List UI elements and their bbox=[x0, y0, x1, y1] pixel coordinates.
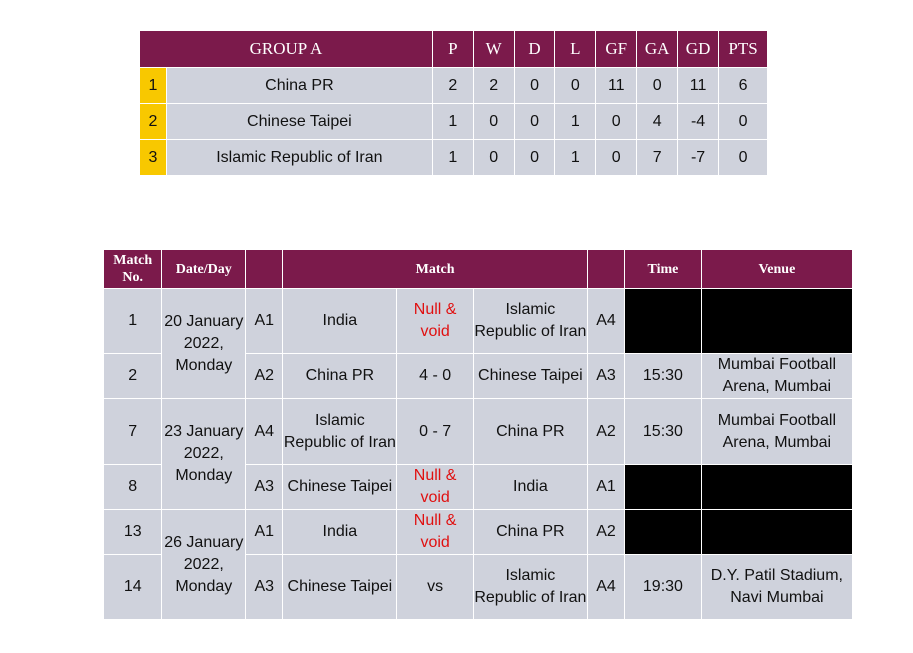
standings-row bbox=[140, 68, 768, 104]
standings-row bbox=[140, 104, 768, 140]
venue-cell bbox=[701, 510, 852, 555]
goals-against-cell: 4 bbox=[637, 104, 678, 140]
home-group-cell: A2 bbox=[246, 354, 283, 399]
away-team-cell: China PR bbox=[473, 399, 587, 465]
time-cell bbox=[625, 465, 702, 510]
col-goal-difference: GD bbox=[678, 31, 719, 68]
won-cell: 0 bbox=[473, 104, 514, 140]
fixture-row bbox=[104, 399, 853, 465]
home-team-cell: India bbox=[283, 510, 397, 555]
col-away-group bbox=[587, 250, 624, 289]
away-team-cell: Islamic Republic of Iran bbox=[473, 289, 587, 354]
time-cell: 19:30 bbox=[625, 555, 702, 620]
match-no-cell: 14 bbox=[104, 555, 162, 620]
date-cell: 23 January 2022, Monday bbox=[162, 399, 246, 510]
away-team-cell: Islamic Republic of Iran bbox=[473, 555, 587, 620]
fixture-row bbox=[104, 510, 853, 555]
home-team-cell: India bbox=[283, 289, 397, 354]
home-team-cell: Chinese Taipei bbox=[283, 555, 397, 620]
goals-for-cell: 0 bbox=[596, 140, 637, 176]
col-venue: Venue bbox=[701, 250, 852, 289]
lost-cell: 0 bbox=[555, 68, 596, 104]
points-cell: 0 bbox=[719, 104, 768, 140]
fixtures-header-row bbox=[104, 250, 853, 289]
played-cell: 1 bbox=[432, 104, 473, 140]
rank-cell: 1 bbox=[140, 68, 167, 104]
col-points: PTS bbox=[719, 31, 768, 68]
goals-for-cell: 11 bbox=[596, 68, 637, 104]
col-goals-against: GA bbox=[637, 31, 678, 68]
won-cell: 0 bbox=[473, 140, 514, 176]
home-group-cell: A3 bbox=[246, 465, 283, 510]
won-cell: 2 bbox=[473, 68, 514, 104]
group-title: GROUP A bbox=[140, 31, 433, 68]
time-cell: 15:30 bbox=[625, 399, 702, 465]
venue-cell: Mumbai Football Arena, Mumbai bbox=[701, 354, 852, 399]
played-cell: 1 bbox=[432, 140, 473, 176]
time-cell: 15:30 bbox=[625, 354, 702, 399]
date-cell: 20 January 2022, Monday bbox=[162, 289, 246, 399]
played-cell: 2 bbox=[432, 68, 473, 104]
match-no-cell: 2 bbox=[104, 354, 162, 399]
match-no-cell: 13 bbox=[104, 510, 162, 555]
venue-cell: D.Y. Patil Stadium, Navi Mumbai bbox=[701, 555, 852, 620]
home-group-cell: A1 bbox=[246, 510, 283, 555]
points-cell: 6 bbox=[719, 68, 768, 104]
away-team-cell: China PR bbox=[473, 510, 587, 555]
venue-cell: Mumbai Football Arena, Mumbai bbox=[701, 399, 852, 465]
goal-difference-cell: -7 bbox=[678, 140, 719, 176]
venue-cell bbox=[701, 465, 852, 510]
team-cell: Islamic Republic of Iran bbox=[166, 140, 432, 176]
col-match-no: Match No. bbox=[104, 250, 162, 289]
match-no-cell: 1 bbox=[104, 289, 162, 354]
col-played: P bbox=[432, 31, 473, 68]
venue-cell bbox=[701, 289, 852, 354]
result-cell: 0 - 7 bbox=[397, 399, 474, 465]
standings-header-row bbox=[140, 31, 768, 68]
col-goals-for: GF bbox=[596, 31, 637, 68]
rank-cell: 2 bbox=[140, 104, 167, 140]
lost-cell: 1 bbox=[555, 140, 596, 176]
standings-row bbox=[140, 140, 768, 176]
match-no-cell: 7 bbox=[104, 399, 162, 465]
col-lost: L bbox=[555, 31, 596, 68]
away-group-cell: A1 bbox=[587, 465, 624, 510]
home-team-cell: China PR bbox=[283, 354, 397, 399]
col-won: W bbox=[473, 31, 514, 68]
drawn-cell: 0 bbox=[514, 104, 555, 140]
home-team-cell: Chinese Taipei bbox=[283, 465, 397, 510]
fixture-row bbox=[104, 289, 853, 354]
home-group-cell: A1 bbox=[246, 289, 283, 354]
col-date-day: Date/Day bbox=[162, 250, 246, 289]
goal-difference-cell: 11 bbox=[678, 68, 719, 104]
goal-difference-cell: -4 bbox=[678, 104, 719, 140]
away-team-cell: Chinese Taipei bbox=[473, 354, 587, 399]
points-cell: 0 bbox=[719, 140, 768, 176]
col-drawn: D bbox=[514, 31, 555, 68]
away-group-cell: A4 bbox=[587, 555, 624, 620]
col-match: Match bbox=[283, 250, 587, 289]
result-cell: Null & void bbox=[397, 510, 474, 555]
goals-against-cell: 0 bbox=[637, 68, 678, 104]
rank-cell: 3 bbox=[140, 140, 167, 176]
col-time: Time bbox=[625, 250, 702, 289]
home-team-cell: Islamic Republic of Iran bbox=[283, 399, 397, 465]
drawn-cell: 0 bbox=[514, 140, 555, 176]
col-home-group bbox=[246, 250, 283, 289]
time-cell bbox=[625, 289, 702, 354]
result-cell: vs bbox=[397, 555, 474, 620]
result-cell: Null & void bbox=[397, 465, 474, 510]
group-a-standings-table bbox=[139, 30, 768, 176]
away-group-cell: A3 bbox=[587, 354, 624, 399]
away-group-cell: A2 bbox=[587, 399, 624, 465]
team-cell: China PR bbox=[166, 68, 432, 104]
match-no-cell: 8 bbox=[104, 465, 162, 510]
group-a-fixtures-table bbox=[103, 249, 853, 620]
goals-for-cell: 0 bbox=[596, 104, 637, 140]
home-group-cell: A4 bbox=[246, 399, 283, 465]
away-group-cell: A4 bbox=[587, 289, 624, 354]
date-cell: 26 January 2022, Monday bbox=[162, 510, 246, 620]
result-cell: Null & void bbox=[397, 289, 474, 354]
goals-against-cell: 7 bbox=[637, 140, 678, 176]
drawn-cell: 0 bbox=[514, 68, 555, 104]
lost-cell: 1 bbox=[555, 104, 596, 140]
result-cell: 4 - 0 bbox=[397, 354, 474, 399]
away-team-cell: India bbox=[473, 465, 587, 510]
away-group-cell: A2 bbox=[587, 510, 624, 555]
time-cell bbox=[625, 510, 702, 555]
home-group-cell: A3 bbox=[246, 555, 283, 620]
team-cell: Chinese Taipei bbox=[166, 104, 432, 140]
